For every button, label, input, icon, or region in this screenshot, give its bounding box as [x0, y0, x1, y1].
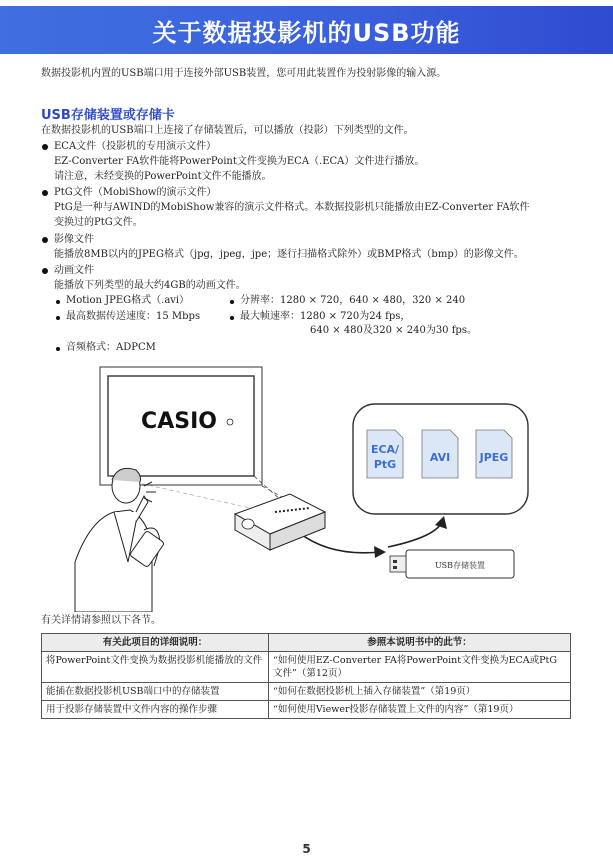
svg-text:ECA/: ECA/ [370, 443, 400, 456]
page-number: 5 [302, 842, 311, 856]
bullet-icon [42, 268, 48, 274]
item-line: 能播放下列类型的最大约4GB的动画文件。 [54, 280, 246, 291]
file-icon [476, 430, 512, 478]
file-icon [422, 430, 458, 478]
usb-label: USB存储装置 [434, 561, 486, 570]
table-header: 有关此项目的详细说明： [42, 634, 269, 652]
screen-logo: CASIO [141, 409, 217, 434]
bullet-icon [42, 144, 48, 150]
table-row [42, 683, 571, 701]
title-banner [0, 6, 613, 54]
table-cell: “如何使用EZ-Converter FA将PowerPoint文件变换为ECA或PtG文件”（第12页） [269, 652, 571, 683]
page-title: 关于数据投影机的USB功能 [152, 18, 461, 47]
usb-stick-icon [390, 550, 514, 578]
file-icon [367, 430, 403, 478]
table-cell: “如何使用Viewer投影存储装置上文件的内容”（第19页） [269, 701, 571, 719]
intro-text: 数据投影机内置的USB端口用于连接外部USB装置，您可用此装置作为投射影像的输入源。 [41, 68, 447, 79]
section-heading: USB存储装置或存储卡 [41, 108, 175, 123]
table-cell: “如何在数据投影机上插入存储装置”（第19页） [269, 683, 571, 701]
spec-format: Motion JPEG格式（.avi） [66, 295, 190, 306]
item-title: ECA文件（投影机的专用演示文件） [54, 141, 217, 152]
item-line: 能播放8MB以内的JPEG格式（jpg，jpeg，jpe；逐行扫描格式除外）或BMP格式（bmp）的影像文件。 [54, 249, 524, 260]
sub-bullet-icon [56, 300, 60, 304]
item-title: 影像文件 [54, 234, 94, 245]
table-row [42, 652, 571, 683]
reference-table [41, 633, 571, 719]
section-lead: 在数据投影机的USB端口上连接了存储装置后，可以播放（投影）下列类型的文件。 [41, 125, 414, 136]
file-type-label: AVI [429, 451, 451, 464]
table-header: 参照本说明书中的此节： [269, 634, 571, 652]
person-icon [75, 468, 165, 612]
table-cell: 将PowerPoint文件变换为数据投影机能播放的文件 [42, 652, 269, 683]
item-line: 请注意，未经变换的PowerPoint文件不能播放。 [54, 171, 272, 182]
table-row [42, 701, 571, 719]
item-line: PtG是一种与AWIND的MobiShow兼容的演示文件格式。本数据投影机只能播放由EZ-Converter FA软件 [54, 202, 530, 213]
spec-resolution: 分辨率：1280 × 720，640 × 480，320 × 240 [240, 295, 466, 306]
sub-bullet-icon [56, 316, 60, 320]
spec-max-rate: 最高数据传送速度：15 Mbps [66, 311, 201, 322]
item-line: 变换过的PtG文件。 [54, 217, 143, 228]
svg-text:PtG: PtG [373, 458, 397, 471]
bullet-icon [42, 237, 48, 243]
spec-fps-2: 640 × 480及320 × 240为30 fps。 [310, 325, 477, 336]
table-cell: 能插在数据投影机USB端口中的存储装置 [42, 683, 269, 701]
item-line: EZ-Converter FA软件能将PowerPoint文件变换为ECA（.ECA）文件进行播放。 [54, 156, 425, 167]
reference-intro: 有关详情请参照以下各节。 [41, 615, 161, 626]
arrow-icon [388, 522, 442, 547]
usb-illustration [70, 362, 540, 612]
bullet-icon [42, 190, 48, 196]
sub-bullet-icon [56, 347, 60, 351]
spec-audio: 音频格式：ADPCM [66, 342, 156, 353]
table-cell: 用于投影存储装置中文件内容的操作步骤 [42, 701, 269, 719]
item-title: PtG文件（MobiShow的演示文件） [54, 187, 217, 198]
sub-bullet-icon [230, 300, 234, 304]
item-title: 动画文件 [54, 265, 94, 276]
file-type-label: JPEG [479, 451, 509, 464]
spec-fps-1: 最大帧速率：1280 × 720为24 fps， [240, 311, 411, 322]
sub-bullet-icon [230, 316, 234, 320]
